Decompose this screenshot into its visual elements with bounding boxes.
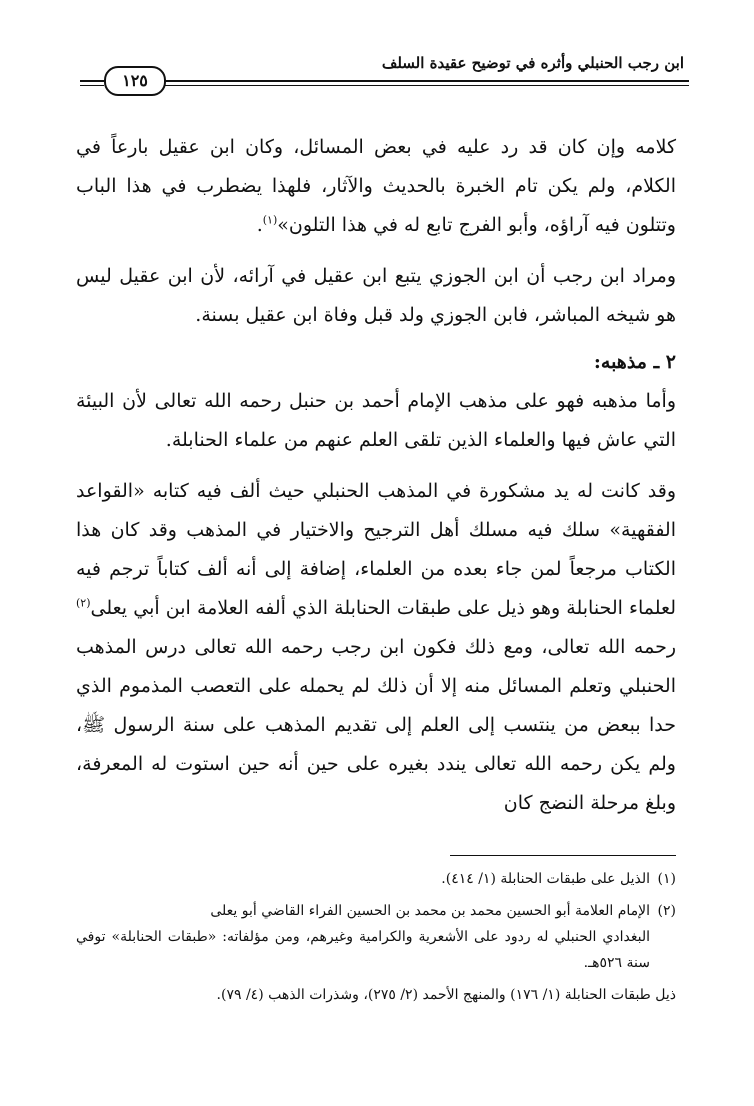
paragraph: كلامه وإن كان قد رد عليه في بعض المسائل، وكان ابن عقيل بارعاً في الكلام، ولم يكن تام الخبرة بالحديث والآثار، فلهذا يضطرب في هذا الباب وتتلون فيه آراؤه، وأبو الفرج تابع له في هذا التلون»$^{(١)}$. (76, 136, 676, 236)
footnote: (١)الذيل على طبقات الحنابلة (١/ ٤١٤). (76, 866, 676, 892)
running-header-title: ابن رجب الحنبلي وأثره في توضيح عقيدة السلف (381, 54, 684, 72)
page-number: ١٢٥ (104, 66, 166, 96)
footnote: (٢)الإمام العلامة أبو الحسين محمد بن محمد بن الحسين الفراء القاضي أبو يعلى البغدادي الحنبلي له ردود على الأشعرية والكرامية وغيرهم، ومن مؤلفاته: «طبقات الحنابلة» توفي سنة ٥٢٦هـ. (76, 898, 676, 976)
footnote-ref[interactable]: (٢) (76, 596, 91, 610)
footnote-number: (٢) (657, 903, 676, 919)
paragraph: وأما مذهبه فهو على مذهب الإمام أحمد بن حنبل رحمه الله تعالى لأن البيئة التي عاش فيها والعلماء الذين تلقى العلم عنهم من علماء الحنابلة. (76, 390, 676, 451)
header-rule-left (80, 80, 104, 88)
footnote-ref[interactable]: (١) (262, 213, 278, 227)
paragraph: ومراد ابن رجب أن ابن الجوزي يتبع ابن عقيل في آرائه، لأن ابن عقيل ليس هو شيخه المباشر، فابن الجوزي ولد قبل وفاة ابن عقيل بسنة. (76, 265, 676, 326)
section-heading: ٢ ـ مذهبه: (593, 351, 676, 373)
footnotes (76, 866, 676, 1008)
footnote-continuation: ذيل طبقات الحنابلة (١/ ١٧٦) والمنهج الأحمد (٢/ ٢٧٥)، وشذرات الذهب (٤/ ٧٩). (216, 987, 676, 1003)
header-rule (108, 80, 689, 88)
paragraph: وقد كانت له يد مشكورة في المذهب الحنبلي حيث ألف فيه كتابه «القواعد الفقهية» سلك فيه مسلك أهل الترجيح والاختيار في المذهب وقد كان هذا الكتاب مرجعاً لمن جاء بعده من العلماء، إضافة إلى أنه ألف كتاباً ترجم فيه لعلماء الحنابلة وهو ذيل على طبقات الحنابلة الذي ألفه العلامة ابن أبي يعلى$^{(٢)}$ رحمه الله تعالى، ومع ذلك فكون ابن رجب رحمه الله تعالى درس المذهب الحنبلي وتعلم المسائل منه إلا أن ذلك لم يحمله على التعصب المذموم الذي حدا ببعض من ينتسب إلى العلم إلى تقديم المذهب على سنة الرسول ﷺ، ولم يكن رحمه الله تعالى يندد بغيره على حين أنه حين استوت له المعرفة، وبلغ مرحلة النضج كان (76, 480, 676, 814)
footnote-separator (450, 855, 676, 856)
main-text (76, 128, 676, 823)
footnote-number: (١) (657, 871, 676, 887)
